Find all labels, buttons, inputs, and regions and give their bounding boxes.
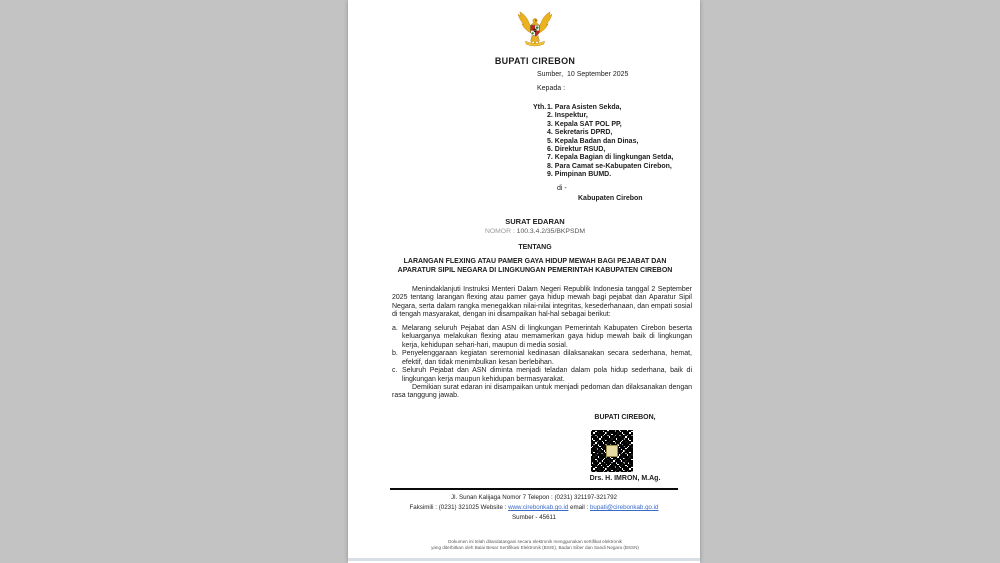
doc-number xyxy=(385,228,685,235)
recipient-item: 4. Sekretaris DPRD, xyxy=(547,129,613,137)
footer-address: Jl. Sunan Kalijaga Nomor 7 Telepon : (0231) 321197-321792 xyxy=(451,494,617,501)
signature-block xyxy=(560,414,690,482)
recipient-item: 9. Pimpinan BUMD. xyxy=(547,171,612,179)
recipient-item: 5. Kepala Badan dan Dinas, xyxy=(547,137,639,145)
point-text: Seluruh Pejabat dan ASN diminta menjadi teladan dalam pola hidup sederhana, baik di lingkungan kerja maupun kehidupan bermasyarakat. xyxy=(402,367,692,383)
doc-type: SURAT EDARAN xyxy=(505,217,565,226)
point-text: Melarang seluruh Pejabat dan ASN di lingkungan Pemerintah Kabupaten Cirebon beserta keluarganya melakukan flexing atau memamerkan gaya hidup mewah baik di lingkungan kerja, kehidupan sehari-hari, maupun di media sosial. xyxy=(402,324,692,349)
di-label: di - xyxy=(557,185,567,192)
footer-divider xyxy=(390,488,678,490)
recipient-item: 8. Para Camat se-Kabupaten Cirebon, xyxy=(547,162,672,170)
page-bottom-edge xyxy=(348,558,700,561)
footer-postal: Sumber - 45611 xyxy=(512,514,556,521)
point-item xyxy=(392,325,692,350)
nomor-label: NOMOR : xyxy=(484,228,515,235)
tentang-label: TENTANG xyxy=(518,244,552,251)
recipient-place: Kabupaten Cirebon xyxy=(578,195,643,202)
website-link[interactable]: www.cirebonkab.go.id xyxy=(508,504,569,511)
footer-fax: Faksimili : (0231) 321025 Website : xyxy=(409,504,509,511)
closing-paragraph: Demikian surat edaran ini disampaikan untuk menjadi pedoman dan dilaksanakan dengan rasa tanggung jawab. xyxy=(392,383,692,400)
point-label: a. xyxy=(392,324,398,332)
point-list xyxy=(392,325,692,384)
letter-body xyxy=(392,286,692,401)
letterhead-org-title: BUPATI CIREBON xyxy=(494,56,576,66)
point-label: c. xyxy=(392,367,398,375)
recipient-item: 2. Inspektur, xyxy=(547,112,588,120)
point-item xyxy=(392,350,692,367)
recipient-row xyxy=(533,104,673,112)
recipient-item: 7. Kepala Bagian di lingkungan Setda, xyxy=(547,154,674,162)
electronic-signature-disclaimer xyxy=(385,539,685,551)
footer-email-label: email : xyxy=(568,504,590,511)
signatory-title: BUPATI CIREBON, xyxy=(594,414,656,421)
disclaimer-line: Dokumen ini telah ditandatangani secara elektronik menggunakan sertifikat elektronik xyxy=(448,539,622,544)
footer-contact-line xyxy=(390,503,678,513)
opening-paragraph: Menindaklanjuti Instruksi Menteri Dalam Negeri Republik Indonesia tanggal 2 September 2025 tentang larangan flexing atau pamer gaya hidup mewah bagi pejabat dan Aparatur Sipil Negara, serta dalam rangka menegakkan nilai-nilai integritas, kesederhanaan, dan empati sosial di tengah masyarakat, dengan ini disampaikan hal-hal sebagai berikut: xyxy=(392,286,692,319)
recipient-item: 1. Para Asisten Sekda, xyxy=(547,104,622,111)
letter-title: LARANGAN FLEXING ATAU PAMER GAYA HIDUP MEWAH BAGI PEJABAT DAN APARATUR SIPIL NEGARA DI LINGKUNGAN PEMERINTAH KABUPATEN CIREBON xyxy=(397,258,673,274)
recipient-list xyxy=(533,104,673,180)
salutation-label: Yth. xyxy=(533,104,547,111)
place-date: Sumber, 10 September 2025 xyxy=(537,71,629,78)
point-item xyxy=(392,367,692,384)
recipient-item: 6. Direktur RSUD, xyxy=(547,146,606,154)
recipient-item: 3. Kepala SAT POL PP, xyxy=(547,120,622,128)
qr-signature-icon xyxy=(591,430,633,472)
letter-meta xyxy=(537,68,628,96)
subject-block xyxy=(385,217,685,275)
point-label: b. xyxy=(392,350,398,358)
kepada-label: Kepada : xyxy=(537,85,566,92)
nomor-value: 100.3.4.2/35/BKPSDM xyxy=(516,228,586,235)
point-text: Penyelenggaraan kegiatan seremonial kedinasan dilaksanakan secara sederhana, hemat, efektif, dan tidak menimbulkan kesan berlebihan. xyxy=(402,350,692,366)
letter-page xyxy=(348,0,700,563)
email-link[interactable]: bupati@cirebonkab.go.id xyxy=(589,504,659,511)
garuda-pancasila-icon xyxy=(513,6,557,53)
disclaimer-line: yang diterbitkan oleh Balai Besar Sertifikasi Elektronik (BSrE), Badan Siber dan Sandi Negara (BSSN) xyxy=(431,545,639,550)
signatory-name: Drs. H. IMRON, M.Ag. xyxy=(589,475,661,482)
footer-contact xyxy=(390,493,678,523)
